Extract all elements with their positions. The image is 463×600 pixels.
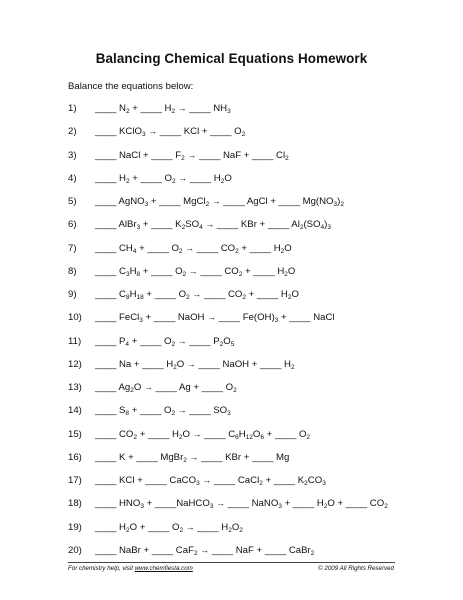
yield-arrow-icon: →	[141, 382, 153, 392]
equation-text: ____ AgNO$_3$ + ____ MgCl$_2$ → ____ AgCl + ____ $Mg(NO_3)_2$	[95, 196, 344, 208]
yield-arrow-icon: →	[209, 196, 221, 206]
equation-text: ____ $CO_2$ + ____ $H_2O$ → ____ $C_6H_{12}O_6$ + ____ $O_2$	[95, 428, 311, 441]
equation-row	[68, 496, 388, 510]
equation-row	[68, 101, 231, 115]
footer-copyright: © 2009 All Rights Reserved	[318, 565, 394, 572]
equation-number: 3)	[68, 149, 77, 161]
yield-arrow-icon: →	[190, 428, 202, 439]
yield-arrow-icon: →	[175, 335, 187, 346]
equation-row	[68, 473, 326, 487]
equation-row	[68, 357, 295, 371]
equation-row	[68, 124, 245, 138]
equation-text: ____ KCl + ____ CaCO$_3$ → ____ CaCl$_2$ + ____ $K_2CO_3$	[95, 475, 326, 487]
equation-number: 16)	[68, 451, 82, 463]
equation-number: 8)	[68, 265, 77, 277]
equation-number: 10)	[68, 312, 82, 324]
footer-credit-text: For chemistry help, visit	[68, 565, 135, 572]
equation-number: 19)	[68, 521, 82, 533]
equation-row	[68, 427, 310, 441]
yield-arrow-icon: →	[183, 521, 195, 532]
equation-number: 20)	[68, 544, 82, 556]
equation-row	[68, 148, 289, 162]
equation-row	[68, 171, 232, 185]
equation-row	[68, 310, 335, 324]
footer-credit	[68, 565, 193, 572]
yield-arrow-icon: →	[199, 475, 212, 485]
equation-number: 2)	[68, 126, 77, 138]
yield-arrow-icon: →	[175, 405, 187, 416]
equation-text: ____ $P_4$ + ____ $O_2$ → ____ $P_2O_5$	[95, 335, 235, 348]
equation-row	[68, 403, 231, 417]
equation-number: 15)	[68, 428, 82, 440]
equation-text: ____ $S_8$ + ____ $O_2$ → ____ $SO_3$	[95, 405, 231, 418]
equation-text: ____ FeCl$_3$ + ____ NaOH → ____ $Fe(OH)_3$ + ____ NaCl	[95, 312, 335, 325]
equation-text: ____ NaCl + ____ $F_2$ → ____ NaF + ____ $Cl_2$	[95, 149, 289, 162]
equation-number: 9)	[68, 289, 77, 300]
equation-number: 6)	[68, 219, 77, 231]
equation-text: ____ AlBr$_3$ + ____ $K_2SO_4$ → ____ KBr + ____ $Al_2(SO_4)_3$	[95, 219, 331, 232]
equation-row	[68, 264, 295, 278]
equation-text: ____ $C_8H_{18}$ + ____ $O_2$ → ____ $CO_2$ + ____ $H_2O$	[95, 289, 299, 301]
yield-arrow-icon: →	[186, 265, 198, 276]
equation-text: ____ NaBr + ____ CaF$_2$ → ____ NaF + ____ CaBr$_2$	[95, 544, 315, 557]
footer-divider	[68, 562, 395, 563]
equation-row	[68, 194, 344, 208]
equation-number: 1)	[68, 103, 77, 114]
equation-number: 18)	[68, 498, 82, 510]
equation-number: 4)	[68, 172, 77, 184]
equation-text: ____ $Ag_2O$ → ____ Ag + ____ $O_2$	[95, 382, 237, 394]
equation-row	[68, 380, 237, 394]
equation-text: ____ $HNO_3$ + ____NaHCO$_3$ → ____ NaNO$_3$ + ____ $H_2O$ + ____ $CO_2$	[95, 498, 388, 511]
page-title: Balancing Chemical Equations Homework	[95, 51, 368, 66]
yield-arrow-icon: →	[204, 312, 217, 323]
yield-arrow-icon: →	[145, 126, 158, 137]
equation-row	[68, 241, 292, 255]
equation-row	[68, 217, 331, 231]
equation-text: ____ $H_2$ + ____ $O_2$ → ____ $H_2O$	[95, 172, 232, 185]
yield-arrow-icon: →	[182, 242, 195, 253]
yield-arrow-icon: →	[175, 172, 188, 183]
equation-number: 11)	[68, 335, 82, 347]
equation-text: ____ $C_3H_8$ + ____ $O_2$ → ____ $CO_2$ + ____ $H_2O$	[95, 265, 296, 278]
equation-text: ____ $H_2O$ + ____ $O_2$ → ____ $H_2O_2$	[95, 521, 243, 534]
equation-row	[68, 520, 243, 534]
yield-arrow-icon: →	[175, 103, 187, 113]
equation-text: ____ KClO$_3$ → ____ KCl + ____ $O_2$	[95, 126, 246, 139]
equation-text: ____ K + ____ MgBr$_2$ → ____ KBr + ____ Mg	[95, 451, 290, 464]
equation-text: ____ $CH_4$ + ____ $O_2$ → ____ $CO_2$ + ____ $H_2O$	[95, 242, 292, 255]
equation-number: 7)	[68, 242, 77, 254]
footer-link[interactable]: www.chemfiesta.com	[134, 565, 193, 572]
equation-row	[68, 450, 289, 464]
equation-text: ____ Na + ____ $H_2O$ → ____ NaOH + ____ $H_2$	[95, 358, 295, 371]
yield-arrow-icon: →	[202, 219, 215, 230]
equation-row	[68, 334, 234, 348]
equation-number: 14)	[68, 405, 82, 417]
equation-row	[68, 287, 299, 301]
instructions: Balance the equations below:	[68, 81, 194, 92]
equation-number: 13)	[68, 382, 82, 393]
yield-arrow-icon: →	[184, 149, 197, 160]
equation-number: 5)	[68, 196, 77, 207]
yield-arrow-icon: →	[186, 451, 199, 462]
yield-arrow-icon: →	[189, 289, 202, 299]
equation-number: 17)	[68, 475, 82, 486]
equation-text: ____ $N_2$ + ____ $H_2$ → ____ $NH_3$	[95, 103, 231, 115]
yield-arrow-icon: →	[184, 358, 196, 369]
yield-arrow-icon: →	[213, 498, 225, 509]
equation-row	[68, 543, 314, 557]
yield-arrow-icon: →	[197, 544, 210, 555]
equation-number: 12)	[68, 358, 82, 370]
